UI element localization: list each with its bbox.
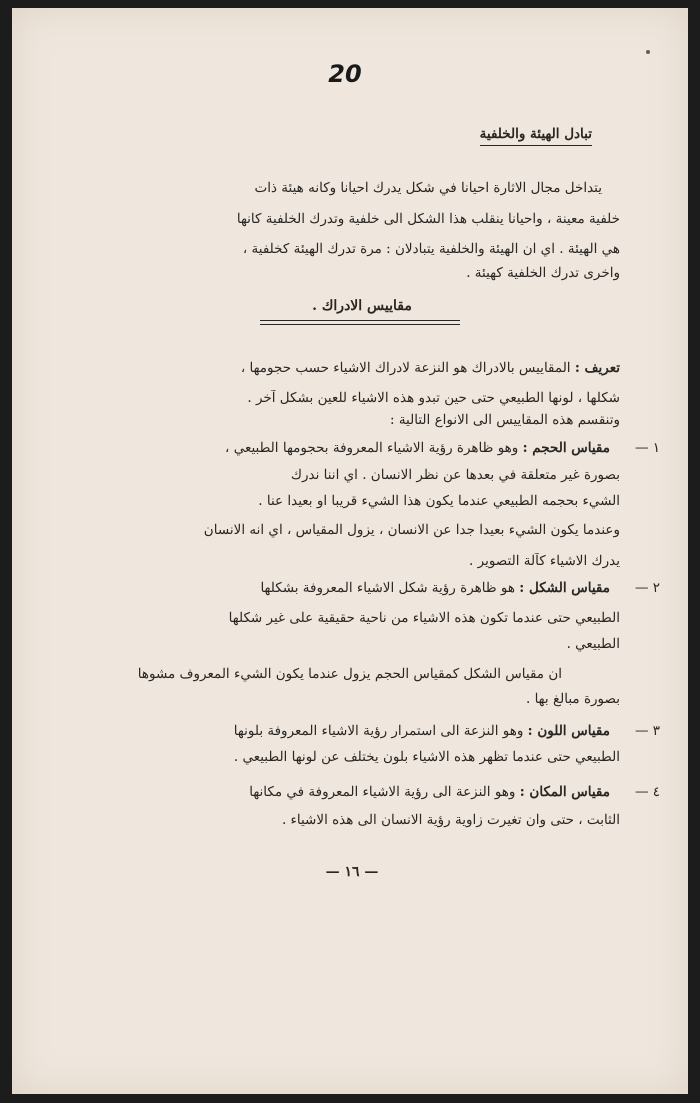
definition-line: وتنقسم هذه المقاييس الى الانواع التالية : <box>389 412 620 428</box>
definition-line <box>60 360 620 376</box>
footer-page-number: — ١٦ — <box>325 864 379 880</box>
definition-text: المقاييس بالادراك هو النزعة لادراك الاشياء حسب حجومها ، <box>240 360 571 376</box>
handwritten-page-number: 20 <box>328 60 362 88</box>
list-item-line: الشيء بحجمه الطبيعي عندما يكون هذا الشيء قريبا او بعيدا عنا . <box>258 493 620 509</box>
heading-underline <box>260 320 460 321</box>
list-item-line: ان مقياس الشكل كمقياس الحجم يزول عندما يكون الشيء المعروف مشوها <box>137 666 562 682</box>
section-heading-perception-constancies: مقاييس الادراك . <box>312 298 412 314</box>
list-item-line: الطبيعي . <box>566 636 620 652</box>
paper-speck <box>646 50 650 54</box>
item-text: هو ظاهرة رؤية شكل الاشياء المعروفة بشكلها <box>260 580 515 596</box>
list-item-line <box>60 440 610 456</box>
item-number: ٢ — <box>634 580 660 596</box>
paragraph-line: يتداخل مجال الاثارة احيانا في شكل يدرك احيانا وكانه هيئة ذات <box>254 180 602 196</box>
list-item-line <box>60 723 610 739</box>
list-item-line <box>60 580 610 596</box>
item-label: مقياس اللون : <box>527 723 610 739</box>
list-item-line: بصورة غير متعلقة في بعدها عن نظر الانسان . اي اننا ندرك <box>290 467 620 483</box>
item-number: ١ — <box>634 440 660 456</box>
list-item-line <box>60 784 610 800</box>
paragraph-line: هي الهيئة . اي ان الهيئة والخلفية يتبادلان : مرة تدرك الهيئة كخلفية ، <box>242 241 620 257</box>
list-item-line: الطبيعي حتى عندما تكون هذه الاشياء من ناحية حقيقية على غير شكلها <box>228 610 620 626</box>
item-text: وهو النزعة الى استمرار رؤية الاشياء المعروفة بلونها <box>233 723 524 739</box>
list-item-line: وعندما يكون الشيء بعيدا جدا عن الانسان ، يزول المقياس ، اي انه الانسان <box>203 522 620 538</box>
item-text: وهو النزعة الى رؤية الاشياء المعروفة في مكانها <box>249 784 516 800</box>
item-label: مقياس الشكل : <box>519 580 610 596</box>
list-item-line: بصورة مبالغ بها . <box>525 691 620 707</box>
item-number: ٣ — <box>634 723 660 739</box>
heading-underline <box>260 324 460 325</box>
definition-line: شكلها ، لونها الطبيعي حتى حين تبدو هذه الاشياء للعين بشكل آخر . <box>247 390 620 406</box>
list-item-line: الطبيعي حتى عندما تظهر هذه الاشياء بلون يختلف عن لونها الطبيعي . <box>233 749 620 765</box>
section-heading-figure-ground: تبادل الهيئة والخلفية <box>480 126 592 146</box>
paragraph-line: واخرى تدرك الخلفية كهيئة . <box>466 265 620 281</box>
item-number: ٤ — <box>634 784 660 800</box>
item-text: وهو ظاهرة رؤية الاشياء المعروفة بحجومها الطبيعي ، <box>225 440 519 456</box>
paragraph-line: خلفية معينة ، واحيانا ينقلب هذا الشكل الى خلفية وتدرك الخلفية كانها <box>236 211 620 227</box>
item-label: مقياس المكان : <box>519 784 610 800</box>
definition-label: تعريف : <box>574 360 620 376</box>
document-page <box>12 8 688 1094</box>
item-label: مقياس الحجم : <box>522 440 610 456</box>
list-item-line: الثابت ، حتى وان تغيرت زاوية رؤية الانسان الى هذه الاشياء . <box>281 812 620 828</box>
list-item-line: يدرك الاشياء كآلة التصوير . <box>469 553 620 569</box>
